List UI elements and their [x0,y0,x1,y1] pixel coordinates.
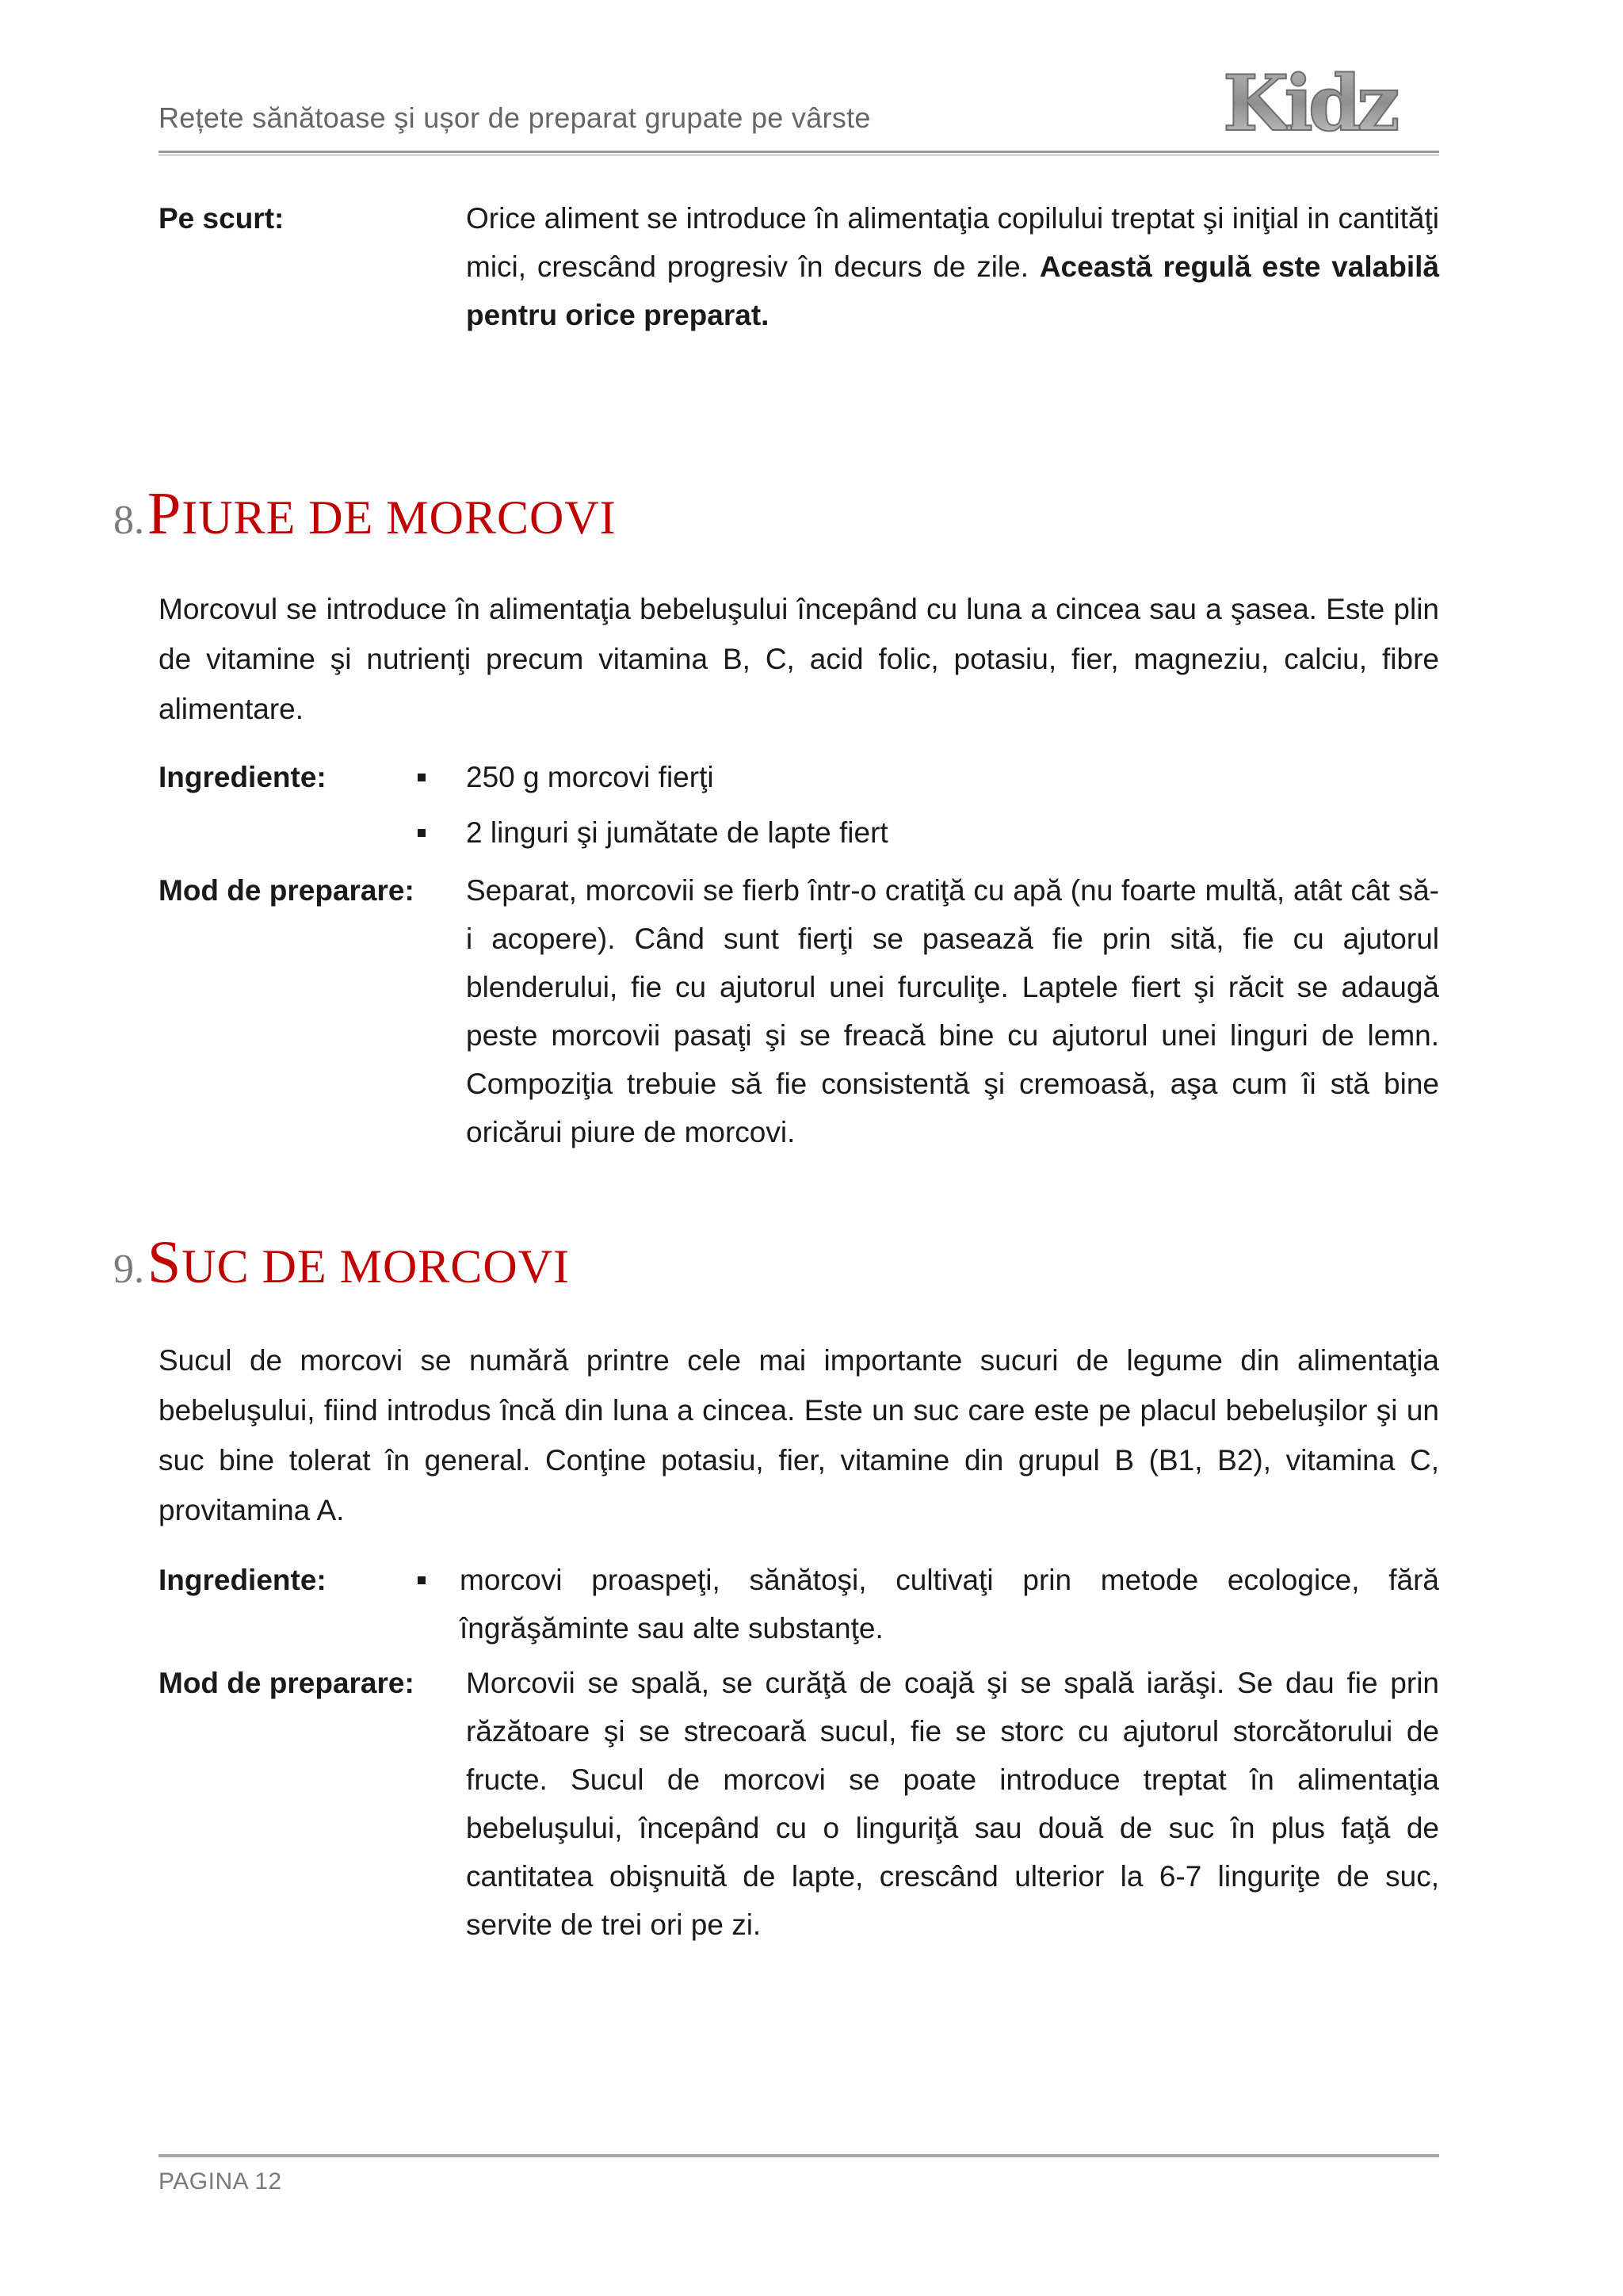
summary-text-regular: Orice aliment se introduce în alimentaţia copilului treptat şi iniţial in cantităţi mici, crescând progresiv în decurs de zile. [466,202,1439,283]
section-heading-8 [113,479,617,548]
footer-divider [158,2154,1439,2157]
summary-text [466,194,1439,339]
method-label: Mod de preparare: [158,874,414,907]
ingredients-list [416,753,1439,864]
ingredient-text: 250 g morcovi fierţi [466,761,714,793]
summary-text-bold: Această regulă este valabilă pentru orice preparat. [466,250,1439,331]
bullet-square-icon [418,829,426,837]
section-intro: Morcovul se introduce în alimentaţia bebeluşului începând cu luna a cincea sau a şasea. Este plin de vitamine şi nutrienţi precum vitamina B, C, acid folic, potasiu, fier, magneziu, calciu, fibre alimentare. [158,593,1439,725]
logo-wordmark: Kidz [1223,65,1396,144]
ingredients-list [416,1556,1439,1660]
section-title [147,1229,570,1296]
section-title-initial: P [147,480,182,547]
ingredient-text: 2 linguri şi jumătate de lapte fiert [466,816,888,849]
list-item [416,808,1439,857]
bullet-square-icon [418,1576,426,1584]
method-label: Mod de preparare: [158,1667,414,1699]
section-number: 8. [113,498,144,543]
list-item [416,753,1439,801]
page-number: PAGINA 12 [158,2168,282,2195]
ingredients-label: Ingrediente: [158,761,327,793]
kidz-logo [1216,65,1438,144]
section-title-initial: S [147,1229,182,1296]
summary-label: Pe scurt: [158,202,285,235]
header-title: Rețete sănătoase şi ușor de preparat grupate pe vârste [158,101,871,134]
section-title-rest: IURE DE MORCOVI [181,491,617,544]
section-title-rest: UC DE MORCOVI [181,1240,570,1293]
section-heading-9 [113,1228,570,1297]
method-text: Morcovii se spală, se curăţă de coajă şi se spală iarăşi. Se dau fie prin răzătoare şi se strecoară sucul, fie se storc cu ajutorul storcătorului de fructe. Sucul de morcovi se poate introduce treptat în alimentaţia bebeluşului, începând cu o linguriţă sau două de suc în plus faţă de cantitatea obişnuită de lapte, crescând ulterior la 6-7 linguriţe de suc, servite de trei ori pe zi. [466,1667,1439,1941]
ingredient-text: morcovi proaspeţi, sănătoşi, cultivaţi prin metode ecologice, fără îngrăşăminte sau alte substanţe. [460,1564,1439,1645]
section-title [147,480,617,547]
list-item [416,1556,1439,1652]
ingredients-label: Ingrediente: [158,1564,327,1596]
section-number: 9. [113,1247,144,1292]
bullet-square-icon [418,774,426,781]
section-intro: Sucul de morcovi se numără printre cele mai importante sucuri de legume din alimentaţia bebeluşului, fiind introdus încă din luna a cincea. Este un suc care este pe placul bebeluşilor şi un suc bine tolerat în general. Conţine potasiu, fier, vitamine din grupul B (B1, B2), vitamina C, provitamina A. [158,1344,1439,1526]
header-divider [158,151,1439,153]
method-text: Separat, morcovii se fierb într-o cratiţă cu apă (nu foarte multă, atât cât să-i acopere). Când sunt fierţi se pasează fie prin sită, fie cu ajutorul blenderului, fie cu ajutorul unei furculiţe. Laptele fiert şi răcit se adaugă peste morcovii pasaţi şi se freacă bine cu ajutorul unei linguri de lemn. Compoziţia trebuie să fie consistentă şi cremoasă, aşa cum îi stă bine oricărui piure de morcovi. [466,874,1439,1148]
